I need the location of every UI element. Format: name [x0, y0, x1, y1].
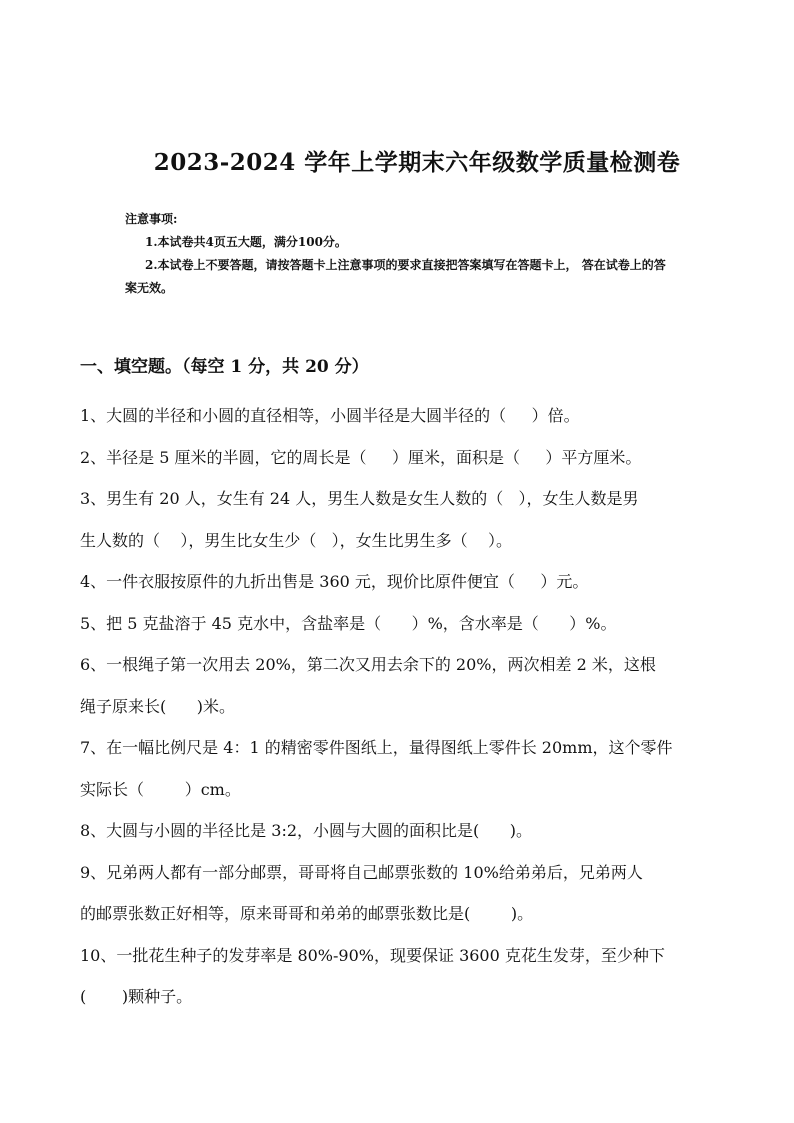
question-line: 7、在一幅比例尺是 4：1 的精密零件图纸上，量得图纸上零件长 20mm，这个零件	[80, 738, 673, 757]
question-line: 4、一件衣服按原件的九折出售是 360 元，现价比原件便宜（ ）元。	[80, 572, 589, 591]
section-1-title: 一、填空题。（每空 1 分，共 20 分）	[80, 357, 369, 377]
question-line: 10、一批花生种子的发芽率是 80%-90%，现要保证 3600 克花生发芽，至少种下	[80, 945, 665, 965]
question-line: ( )颗种子。	[80, 987, 193, 1006]
question-line: 2、半径是 5 厘米的半圆，它的周长是（ ）厘米，面积是（ ）平方厘米。	[80, 447, 642, 467]
question-line: 生人数的（ ），男生比女生少（ ），女生比男生多（ ）。	[80, 530, 512, 550]
question-line: 实际长（ ）cm。	[80, 779, 241, 799]
question-line: 5、把 5 克盐溶于 45 克水中，含盐率是（ ）%，含水率是（ ）%。	[80, 613, 617, 633]
notes-heading: 注意事项:	[125, 212, 178, 226]
question-line: 绳子原来长( )米。	[80, 696, 236, 716]
notes-item: 1.本试卷共4页五大题，满分100分。	[145, 235, 347, 249]
question-line: 9、兄弟两人都有一部分邮票，哥哥将自己邮票张数的 10%给弟弟后，兄弟两人	[80, 862, 643, 882]
question-line: 3、男生有 20 人，女生有 24 人，男生人数是女生人数的（ ），女生人数是男	[80, 489, 639, 508]
question-line: 的邮票张数正好相等，原来哥哥和弟弟的邮票张数比是( )。	[80, 904, 534, 923]
question-line: 1、大圆的半径和小圆的直径相等，小圆半径是大圆半径的（ ）倍。	[80, 406, 580, 425]
notes-item-continued: 案无效。	[125, 281, 174, 295]
question-line: 8、大圆与小圆的半径比是 3:2，小圆与大圆的面积比是( )。	[80, 821, 533, 840]
exam-title: 2023-2024 学年上学期末六年级数学质量检测卷	[153, 149, 681, 176]
question-line: 6、一根绳子第一次用去 20%，第二次又用去余下的 20%，两次相差 2 米，这根	[80, 655, 656, 674]
notes-item: 2.本试卷上不要答题，请按答题卡上注意事项的要求直接把答案填写在答题卡上， 答在试卷上的答	[145, 258, 666, 272]
section-1-questions	[80, 395, 720, 1018]
notes-block	[125, 208, 685, 300]
